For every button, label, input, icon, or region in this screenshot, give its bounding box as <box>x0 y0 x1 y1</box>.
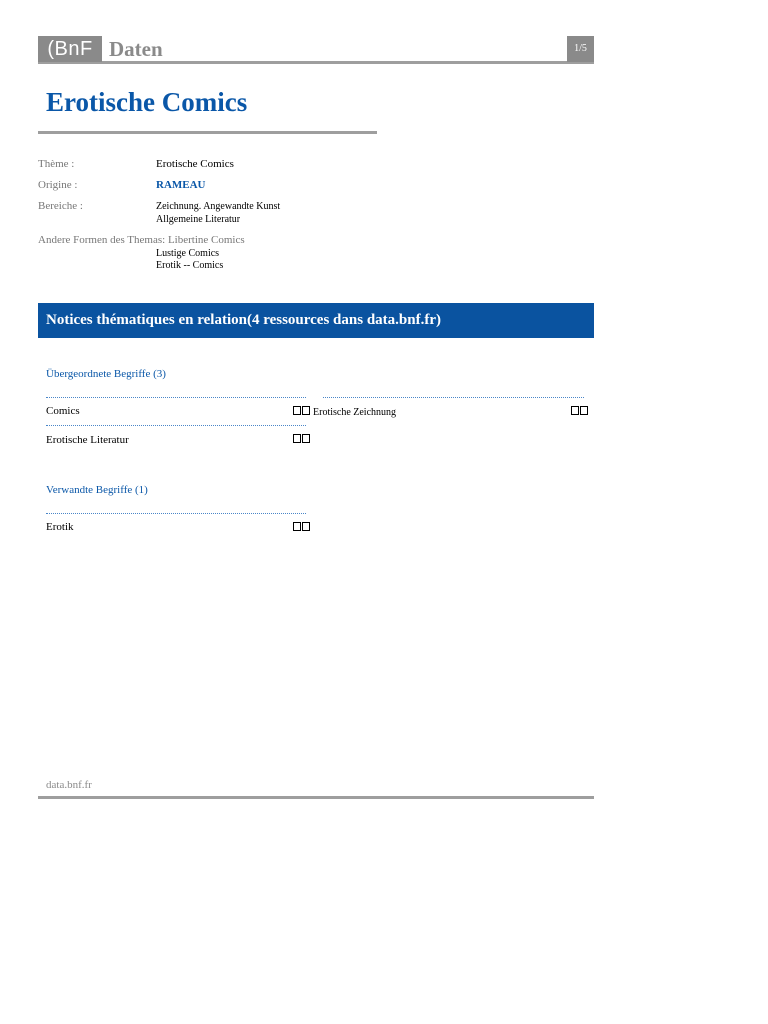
divider <box>46 513 306 514</box>
broader-term-link[interactable]: Erotische Literatur <box>46 434 129 446</box>
domains-label: Bereiche : <box>38 200 83 212</box>
theme-value: Erotische Comics <box>156 158 234 170</box>
page-title: Erotische Comics <box>46 87 248 117</box>
other-form-item: Lustige Comics <box>156 248 220 259</box>
other-form-item: Erotik -- Comics <box>156 260 224 271</box>
broader-term-link[interactable]: Comics <box>46 405 80 417</box>
other-forms-label-text: Andere Formen des Themas: <box>38 234 166 246</box>
associated-term-link[interactable]: Erotik <box>46 521 74 533</box>
origin-label: Origine : <box>38 179 78 191</box>
origin-link[interactable]: RAMEAU <box>156 179 206 191</box>
bnf-logo: (BnF <box>38 36 102 62</box>
domain-item: Allgemeine Literatur <box>156 214 241 225</box>
associated-terms-heading: Verwandte Begriffe (1) <box>46 484 148 496</box>
page-indicator: 1/5 <box>567 36 594 62</box>
divider <box>46 397 306 398</box>
footer-site-label: data.bnf.fr <box>46 779 92 791</box>
broader-term-link[interactable]: Erotische Zeichnung <box>313 407 397 418</box>
broader-terms-heading: Übergeordnete Begriffe (3) <box>46 368 166 380</box>
checkbox-pair-icon <box>571 406 589 416</box>
title-divider <box>38 131 377 134</box>
other-forms-label <box>38 234 245 247</box>
divider <box>323 397 584 398</box>
app-title: Daten <box>109 37 163 61</box>
checkbox-pair-icon <box>293 434 311 444</box>
related-notices-heading: Notices thématiques en relation(4 ressources dans data.bnf.fr) <box>38 303 594 338</box>
theme-label: Thème : <box>38 158 75 170</box>
domain-item: Zeichnung. Angewandte Kunst <box>156 201 281 212</box>
other-form-item: Libertine Comics <box>167 234 245 246</box>
checkbox-pair-icon <box>293 406 311 416</box>
checkbox-pair-icon <box>293 522 311 532</box>
divider <box>46 425 306 426</box>
footer-divider <box>38 796 594 799</box>
